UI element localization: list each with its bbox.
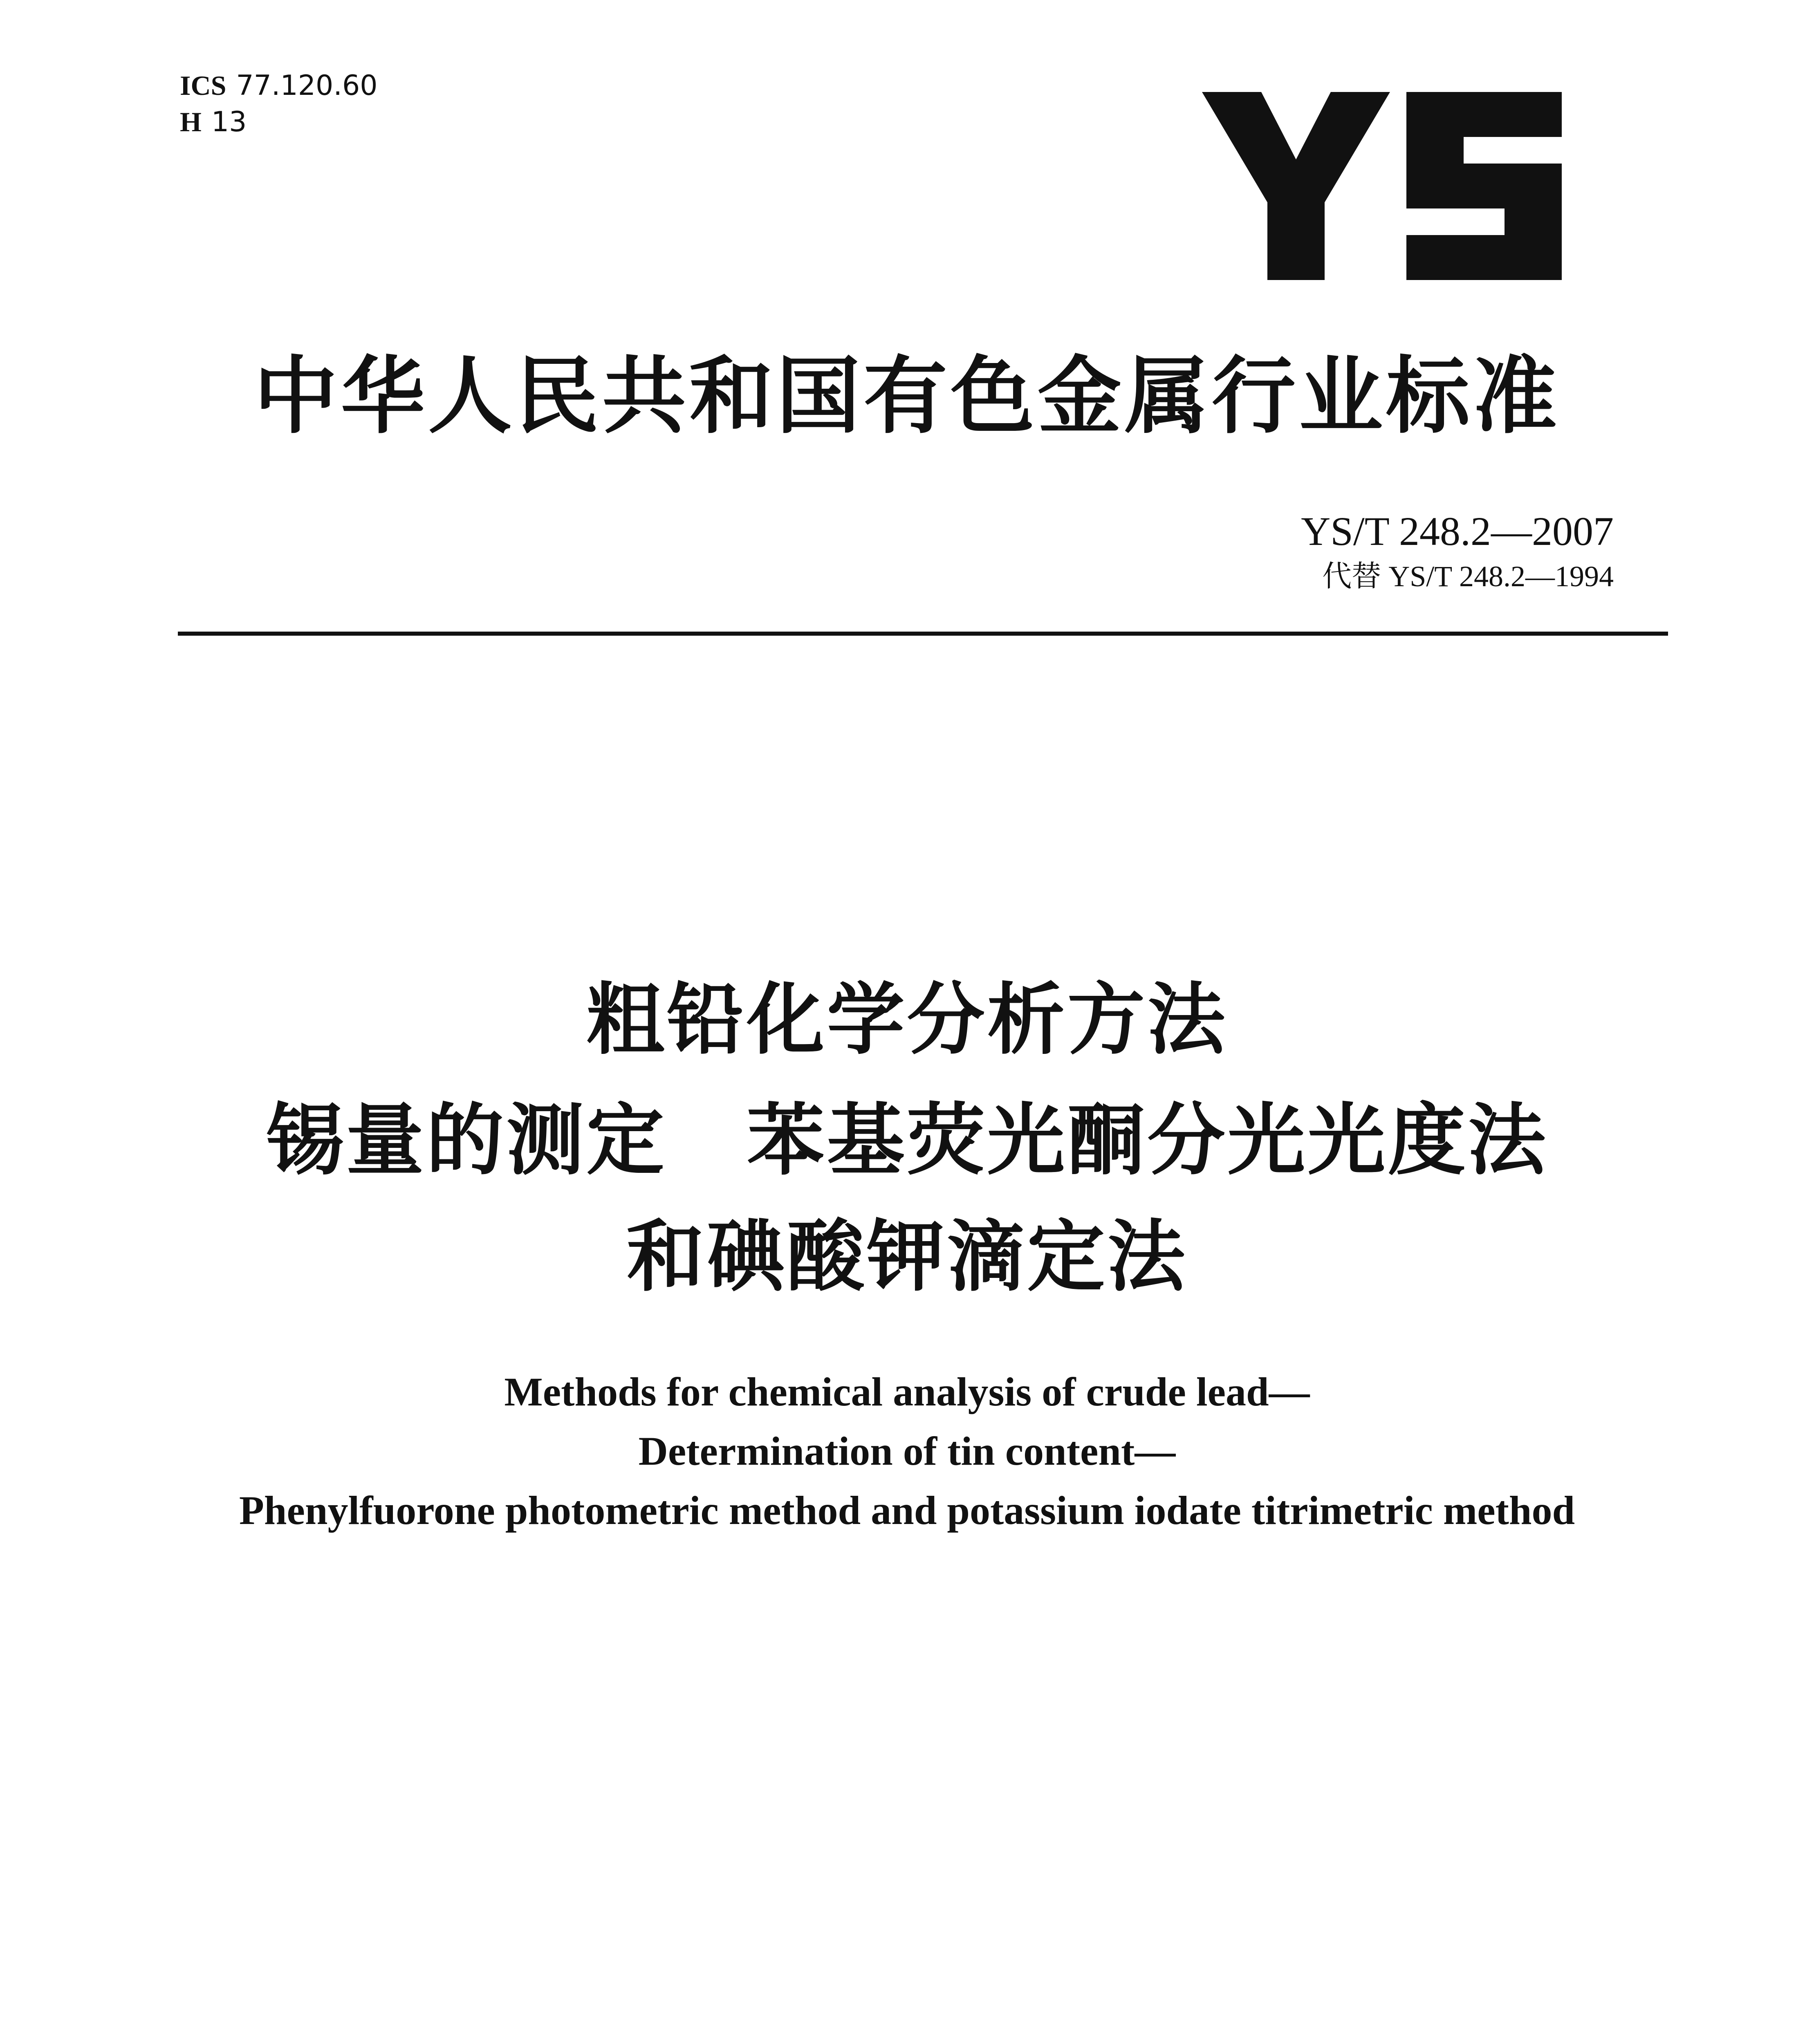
chinese-title-line-3: 和碘酸钾滴定法 [626,1212,1188,1302]
replaced-standard: 代替 YS/T 248.2—1994 [1322,560,1614,593]
industry-standard-title: 中华人民共和国有色金属行业标准 [254,348,1560,445]
ccs-code: 13 [211,106,247,138]
ics-code: 77.120.60 [236,69,378,102]
chinese-title-line-1: 粗铅化学分析方法 [586,975,1228,1065]
standard-number: YS/T 248.2—2007 [1301,509,1614,554]
ys-logo [1202,92,1562,280]
top-divider [178,632,1668,636]
ccs-code-line [180,104,377,140]
english-title-line-2: Determination of tin content— [638,1428,1176,1474]
english-title-line-1: Methods for chemical analysis of crude lead— [504,1369,1310,1414]
classification-codes [180,67,377,140]
ccs-label: H [180,106,202,137]
ics-code-line [180,67,377,104]
ics-label: ICS [180,70,226,101]
chinese-title-line-2: 锡量的测定 苯基荧光酮分光光度法 [266,1095,1548,1186]
english-title-line-3: Phenylfuorone photometric method and potassium iodate titrimetric method [239,1488,1575,1533]
